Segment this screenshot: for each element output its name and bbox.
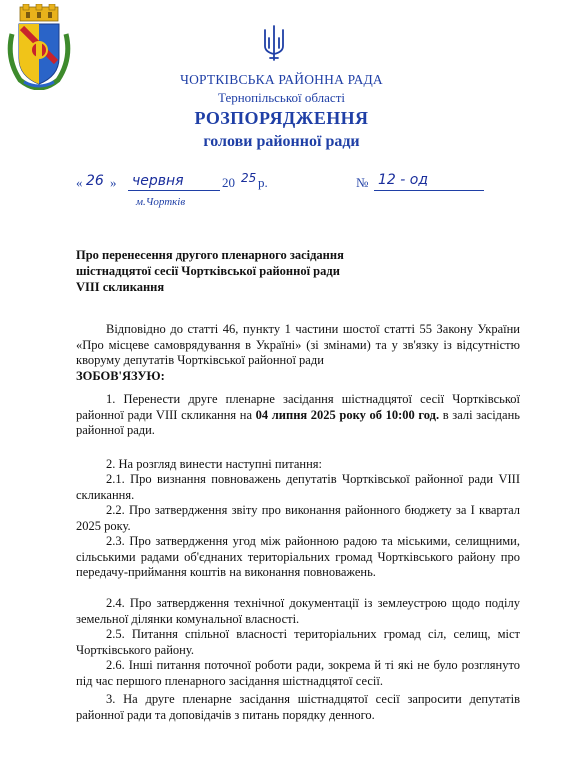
number-field (356, 172, 486, 195)
item-1 (76, 392, 520, 439)
date-quote-close: » (110, 175, 117, 190)
item-1-text-a: 1. Перенести друге пленарне засідання шістнадцятої сесії Чортківської районної ради VIII скликання на (76, 392, 520, 422)
intro-paragraph: Відповідно до статті 46, пункту 1 частини шостої статті 55 Закону України «Про місцеве самоврядування в Україні» (зі змінами) та у зв'язку із відсутністю кворуму депутатів Чортківської районної ради (76, 322, 520, 367)
resolve-heading: ЗОБОВ'ЯЗУЮ: (76, 369, 165, 383)
number-underline (374, 190, 484, 191)
item-2-1: 2.1. Про визнання повноважень депутатів Чортківської районної ради VIII скликання. (76, 472, 520, 502)
item-1-text-b: в залі засідань районної ради. (76, 407, 520, 437)
document-subtitle: голови районної ради (203, 133, 360, 150)
date-year-prefix: 20 (222, 175, 235, 190)
item-2-6: 2.6. Інші питання поточної роботи ради, зокрема й ті які не було розглянуто під час першого пленарного засідання шістнадцятої сесії. (76, 658, 520, 688)
subject-line: VIII скликання (76, 280, 165, 294)
date-month: червня (132, 173, 184, 189)
item-2-3: 2.3. Про затвердження угод між районною радою та міськими, селищними, сільськими радами об'єднаних територіальних громад Чортківського району про передачу-приймання коштів на виконання повноважень. (76, 534, 520, 579)
trident-icon (260, 24, 288, 62)
date-quote-open: « (76, 175, 83, 190)
item-1-date: 04 липня 2025 року об 10:00 год. (255, 407, 440, 422)
region-name: Тернопільської області (218, 90, 345, 105)
council-name: ЧОРТКІВСЬКА РАЙОННА РАДА (180, 72, 383, 87)
document-subject (76, 247, 416, 295)
date-day: 26 (86, 173, 104, 189)
item-2-2: 2.2. Про затвердження звіту про виконання районного бюджету за І квартал 2025 року. (76, 503, 520, 533)
number-sign: № (356, 175, 369, 190)
date-field (76, 171, 286, 195)
date-year-suffix: р. (258, 175, 268, 190)
item-2-5: 2.5. Питання спільної власності територіальних громад сіл, селищ, міст Чортківського району. (76, 627, 520, 657)
item-2: 2. На розгляд винести наступні питання: (106, 457, 323, 471)
item-2-4: 2.4. Про затвердження технічної документації із землеустрою щодо поділу земельної ділянки комунальної власності. (76, 596, 520, 626)
subject-line: шістнадцятої сесії Чортківської районної ради (76, 264, 340, 278)
place-name: м.Чортків (136, 196, 186, 208)
date-year-handwritten: 25 (241, 171, 257, 185)
document-type: РОЗПОРЯДЖЕННЯ (194, 108, 369, 128)
item-3: 3. На друге пленарне засідання шістнадцятої сесії запросити депутатів районної ради та доповідачів з питань порядку денного. (76, 692, 520, 722)
number-value: 12 - од (378, 172, 429, 188)
subject-line: Про перенесення другого пленарного засідання (76, 248, 344, 262)
date-underline (128, 190, 220, 191)
